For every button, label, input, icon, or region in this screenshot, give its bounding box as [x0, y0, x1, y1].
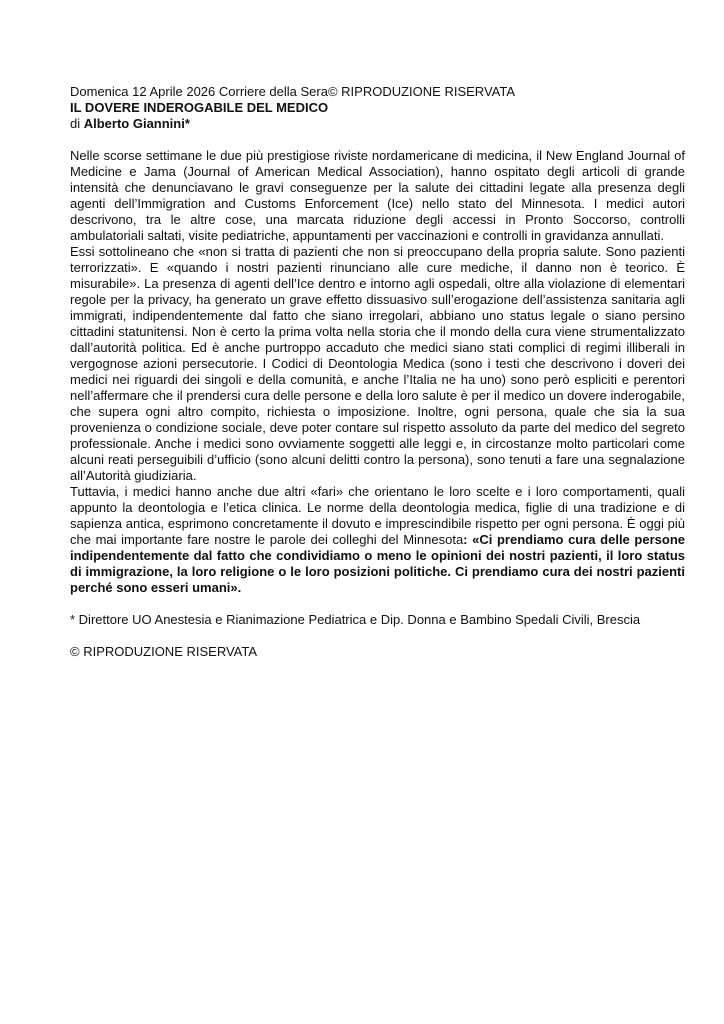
byline-prefix: di [70, 116, 84, 131]
copyright-notice: © RIPRODUZIONE RISERVATA [70, 644, 258, 659]
footnote-text: * Direttore UO Anestesia e Rianimazione Pediatrica e Dip. Donna e Bambino Spedali Civili, Brescia [70, 612, 641, 627]
paragraph-3 [70, 484, 685, 596]
article-title: IL DOVERE INDEROGABILE DEL MEDICO [70, 100, 329, 115]
article-page [70, 84, 685, 660]
article-body [70, 148, 685, 596]
closing-quote: : «Ci prendiamo cura delle persone indipendentemente dal fatto che condividiamo o meno le opinioni dei nostri pazienti, il loro status di immigrazione, la loro religione o le loro posizioni politiche. Ci prendiamo cura dei nostri pazienti perché sono esseri umani». [70, 532, 685, 595]
paragraph-2: Essi sottolineano che «non si tratta di pazienti che non si preoccupano della propria salute. Sono pazienti terrorizzati». E «quando i nostri pazienti rinunciano alle cure mediche, il danno non è teorico. È misurabile». La presenza di agenti dell’Ice dentro e intorno agli ospedali, oltre alla violazione di elementari regole per la privacy, ha generato un grave effetto dissuasivo sull’erogazione dell’assistenza sanitaria agli immigrati, indipendentemente dal fatto che siano irregolari, abbiano uno status legale o siano persino cittadini statunitensi. Non è certo la prima volta nella storia che il mondo della cura viene strumentalizzato dall’autorità politica. Ed è anche purtroppo accaduto che medici siano stati complici di regimi illiberali in vergognose azioni persecutorie. I Codici di Deontologia Medica (sono i testi che descrivono i doveri dei medici nei riguardi dei singoli e della comunità, e anche l’Italia ne ha uno) sono però espliciti e perentori nell’affermare che il prendersi cura delle persone e della loro salute è per il medico un dovere inderogabile, che supera ogni altro compito, richiesta o imposizione. Inoltre, ogni persona, quale che sia la sua provenienza o condizione sociale, deve poter contare sul rispetto assoluto da parte del medico del segreto professionale. Anche i medici sono ovviamente soggetti alle leggi e, in circostanze molto particolari come alcuni reati perseguibili d’ufficio (sono alcuni delitti contro la persona), sono tenuti a fare una segnalazione all’Autorità giudiziaria. [70, 244, 685, 483]
paragraph-1: Nelle scorse settimane le due più prestigiose riviste nordamericane di medicina, il New England Journal of Medicine e Jama (Journal of American Medical Association), hanno ospitato degli articoli di grande intensità che denunciavano le gravi conseguenze per la salute dei cittadini legate alla presenza degli agenti dell’Immigration and Customs Enforcement (Ice) nello stato del Minnesota. I medici autori descrivono, tra le altre cose, una marcata riduzione degli accessi in Pronto Soccorso, controlli ambulatoriali saltati, visite pediatriche, appuntamenti per vaccinazioni e controlli in gravidanza annullati. [70, 148, 685, 243]
author-name: Alberto Giannini* [83, 116, 190, 131]
author-footnote [70, 612, 685, 628]
dateline: Domenica 12 Aprile 2026 Corriere della Sera© RIPRODUZIONE RISERVATA [70, 84, 516, 99]
article-header [70, 84, 685, 132]
paragraph-3-intro: Tuttavia, i medici hanno anche due altri «fari» che orientano le loro scelte e i loro comportamenti, quali appunto la deontologia e l’etica clinica. Le norme della deontologia medica, figlie di una tradizione e di sapienza antica, esprimono concretamente il dovuto e imprescindibile rispetto per ogni persona. È oggi più che mai importante fare nostre le parole dei colleghi del Minnesota [70, 484, 685, 547]
byline [70, 116, 685, 132]
